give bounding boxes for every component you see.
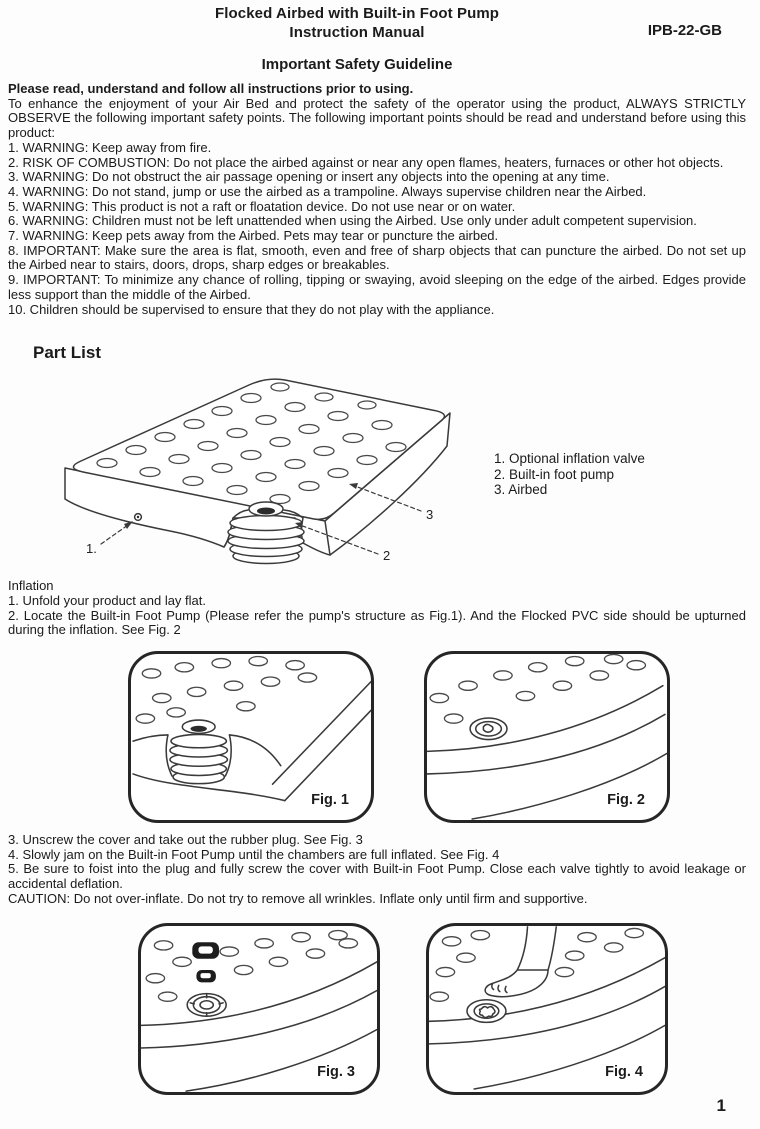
foot-pump-drawing bbox=[170, 720, 227, 784]
foot-drawing bbox=[485, 926, 556, 996]
safety-item: 8. IMPORTANT: Make sure the area is flat, smooth, even and free of sharp objects that can puncture the airbed. Do not set up the Airbed near to stairs, doors, drops, sharp edges or breakables. bbox=[8, 242, 746, 273]
figure-row-1 bbox=[128, 651, 760, 823]
callout-1 bbox=[86, 521, 133, 556]
part-list-heading: Part List bbox=[33, 343, 102, 363]
figure-label: Fig. 2 bbox=[607, 792, 645, 809]
safety-item: 7. WARNING: Keep pets away from the Airbed. Pets may tear or puncture the airbed. bbox=[8, 228, 499, 244]
part-labels bbox=[494, 451, 645, 498]
airbed-diagram bbox=[0, 371, 760, 573]
figure-label: Fig. 1 bbox=[311, 792, 349, 809]
figure-row-2 bbox=[138, 923, 760, 1095]
inflation-valve-drawing bbox=[135, 514, 142, 521]
safety-intro-bold: Please read, understand and follow all instructions prior to using. bbox=[8, 81, 414, 96]
figure-3 bbox=[138, 923, 380, 1095]
dimple-pattern bbox=[146, 930, 357, 1001]
valve-drawing bbox=[470, 718, 507, 740]
safety-item: 3. WARNING: Do not obstruct the air passage opening or insert any objects into the opening at any time. bbox=[8, 169, 610, 185]
safety-item: 9. IMPORTANT: To minimize any chance of rolling, tipping or swaying, avoid sleeping on the edge of the airbed. Edges provide less support than the middle of the Airbed. bbox=[8, 272, 746, 302]
inflation-step-5: 5. Be sure to foist into the plug and fully screw the cover with Built-in Foot Pump. Close each valve tightly to avoid leakage or accidental deflation. bbox=[8, 861, 746, 892]
valve-drawing bbox=[467, 999, 506, 1022]
safety-item: 2. RISK OF COMBUSTION: Do not place the airbed against or near any open flames, heaters, furnaces or other hot objects. bbox=[8, 154, 724, 170]
figure-label: Fig. 4 bbox=[605, 1063, 643, 1080]
figure-2 bbox=[424, 651, 670, 823]
callout-1-label: 1. bbox=[86, 541, 97, 557]
inflation-steps-1-2 bbox=[8, 579, 746, 638]
model-number: IPB-22-GB bbox=[647, 22, 722, 39]
safety-item: 10. Children should be supervised to ensure that they do not play with the appliance. bbox=[8, 301, 495, 317]
part-label-1: 1. Optional inflation valve bbox=[494, 451, 645, 467]
figure-label: Fig. 3 bbox=[317, 1063, 355, 1080]
safety-item: 5. WARNING: This product is not a raft or floatation device. Do not use near or on water. bbox=[8, 198, 516, 214]
inflation-step-1: 1. Unfold your product and lay flat. bbox=[8, 592, 207, 608]
dimple-pattern bbox=[430, 654, 645, 723]
figure-1 bbox=[128, 651, 374, 823]
inflation-step-2: 2. Locate the Built-in Foot Pump (Please refer the pump's structure as Fig.1). And the Flocked PVC side should be upturned during the inflation. See Fig. 2 bbox=[8, 607, 746, 638]
part-list-figure bbox=[0, 371, 760, 573]
inflation-caution: CAUTION: Do not over-inflate. Do not try to remove all wrinkles. Inflate only until firm and supportive. bbox=[8, 890, 588, 906]
safety-text bbox=[8, 82, 746, 317]
figure-4 bbox=[426, 923, 668, 1095]
inflation-step-3: 3. Unscrew the cover and take out the rubber plug. See Fig. 3 bbox=[8, 832, 363, 848]
document-title-line2: Instruction Manual bbox=[289, 24, 425, 41]
document-title-line1: Flocked Airbed with Built-in Foot Pump bbox=[214, 5, 500, 22]
safety-item: 4. WARNING: Do not stand, jump or use the airbed as a trampoline. Always supervise children near the Airbed. bbox=[8, 183, 647, 199]
inflation-heading: Inflation bbox=[8, 578, 54, 594]
safety-item: 1. WARNING: Keep away from fire. bbox=[8, 139, 212, 155]
part-label-3: 3. Airbed bbox=[494, 482, 548, 498]
header bbox=[0, 0, 760, 42]
dimple-pattern bbox=[136, 657, 317, 724]
part-label-2: 2. Built-in foot pump bbox=[494, 466, 615, 482]
page-number: 1 bbox=[716, 1096, 726, 1115]
safety-section-title: Important Safety Guideline bbox=[261, 56, 453, 73]
inflation-steps-3-5 bbox=[8, 833, 746, 907]
inflation-step-4: 4. Slowly jam on the Built-in Foot Pump until the chambers are full inflated. See Fig. 4 bbox=[8, 846, 500, 862]
safety-intro: To enhance the enjoyment of your Air Bed and protect the safety of the operator using the product, ALWAYS STRICTLY OBSERVE the following important safety points. The following important points should be read and understand before using this product: bbox=[8, 95, 746, 141]
callout-2-label: 2 bbox=[383, 548, 391, 564]
safety-item: 6. WARNING: Children must not be left unattended when using the Airbed. Use only under adult competent supervision. bbox=[8, 213, 697, 229]
callout-3-label: 3 bbox=[426, 507, 434, 523]
